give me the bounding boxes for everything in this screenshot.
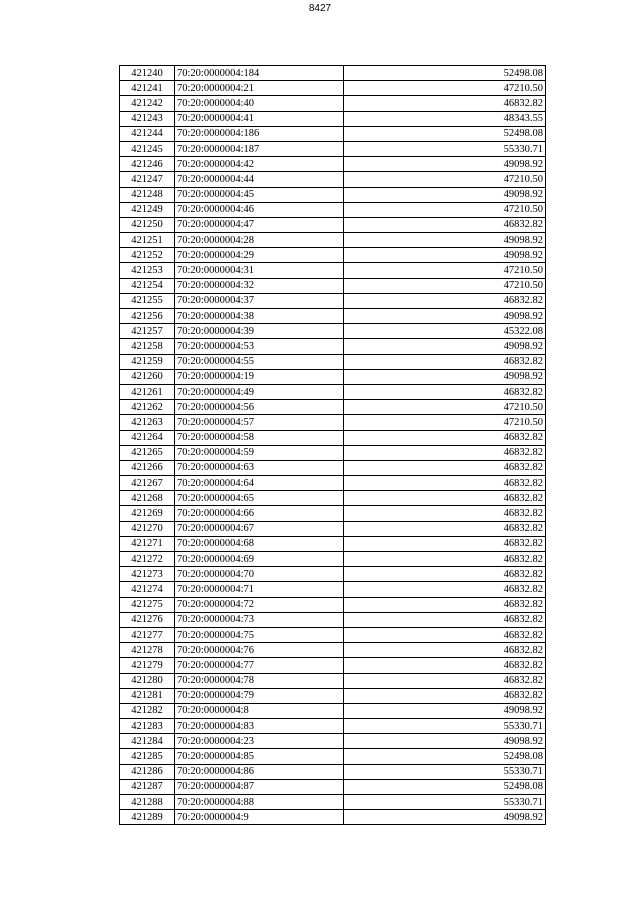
table-row [120, 445, 546, 460]
cadastral-number: 70:20:0000004:75 [175, 627, 344, 642]
row-number: 421259 [120, 354, 175, 369]
cadastral-value: 49098.92 [344, 369, 546, 384]
row-number: 421240 [120, 66, 175, 81]
cadastral-value: 49098.92 [344, 309, 546, 324]
cadastral-value: 49098.92 [344, 157, 546, 172]
cadastral-value: 46832.82 [344, 552, 546, 567]
cadastral-value: 46832.82 [344, 658, 546, 673]
cadastral-value: 46832.82 [344, 384, 546, 399]
cadastral-number: 70:20:0000004:42 [175, 157, 344, 172]
table-row [120, 111, 546, 126]
table-row [120, 339, 546, 354]
row-number: 421257 [120, 324, 175, 339]
table-row [120, 734, 546, 749]
cadastral-number: 70:20:0000004:64 [175, 476, 344, 491]
table-row [120, 476, 546, 491]
row-number: 421285 [120, 749, 175, 764]
table-row [120, 749, 546, 764]
table-row [120, 384, 546, 399]
row-number: 421255 [120, 293, 175, 308]
table-row [120, 202, 546, 217]
table-row [120, 703, 546, 718]
row-number: 421278 [120, 643, 175, 658]
cadastral-number: 70:20:0000004:70 [175, 567, 344, 582]
cadastral-number: 70:20:0000004:39 [175, 324, 344, 339]
table-row [120, 66, 546, 81]
cadastral-value: 55330.71 [344, 764, 546, 779]
row-number: 421283 [120, 719, 175, 734]
cadastral-value: 47210.50 [344, 263, 546, 278]
cadastral-number: 70:20:0000004:9 [175, 810, 344, 825]
row-number: 421246 [120, 157, 175, 172]
cadastral-value: 47210.50 [344, 172, 546, 187]
row-number: 421289 [120, 810, 175, 825]
cadastral-value: 47210.50 [344, 400, 546, 415]
cadastral-number: 70:20:0000004:47 [175, 217, 344, 232]
table-row [120, 81, 546, 96]
row-number: 421284 [120, 734, 175, 749]
cadastral-value: 46832.82 [344, 627, 546, 642]
table-row [120, 96, 546, 111]
table-row [120, 217, 546, 232]
cadastral-number: 70:20:0000004:59 [175, 445, 344, 460]
row-number: 421279 [120, 658, 175, 673]
cadastral-number: 70:20:0000004:66 [175, 506, 344, 521]
cadastral-number: 70:20:0000004:37 [175, 293, 344, 308]
table-row [120, 172, 546, 187]
cadastral-number: 70:20:0000004:8 [175, 703, 344, 718]
table-row [120, 293, 546, 308]
row-number: 421273 [120, 567, 175, 582]
row-number: 421268 [120, 491, 175, 506]
cadastral-value: 52498.08 [344, 749, 546, 764]
row-number: 421242 [120, 96, 175, 111]
cadastral-number: 70:20:0000004:78 [175, 673, 344, 688]
row-number: 421253 [120, 263, 175, 278]
cadastral-value: 52498.08 [344, 126, 546, 141]
cadastral-value: 46832.82 [344, 430, 546, 445]
cadastral-value: 46832.82 [344, 491, 546, 506]
cadastral-value: 52498.08 [344, 779, 546, 794]
table-row [120, 369, 546, 384]
row-number: 421244 [120, 126, 175, 141]
cadastral-value: 46832.82 [344, 567, 546, 582]
cadastral-value: 46832.82 [344, 354, 546, 369]
row-number: 421280 [120, 673, 175, 688]
cadastral-value: 46832.82 [344, 460, 546, 475]
table-row [120, 400, 546, 415]
cadastral-value: 55330.71 [344, 795, 546, 810]
cadastral-value: 49098.92 [344, 339, 546, 354]
row-number: 421241 [120, 81, 175, 96]
cadastral-number: 70:20:0000004:76 [175, 643, 344, 658]
row-number: 421251 [120, 233, 175, 248]
row-number: 421252 [120, 248, 175, 263]
row-number: 421245 [120, 141, 175, 156]
row-number: 421287 [120, 779, 175, 794]
cadastral-value: 55330.71 [344, 719, 546, 734]
row-number: 421276 [120, 612, 175, 627]
row-number: 421266 [120, 460, 175, 475]
row-number: 421264 [120, 430, 175, 445]
row-number: 421277 [120, 627, 175, 642]
cadastral-number: 70:20:0000004:86 [175, 764, 344, 779]
table-row [120, 126, 546, 141]
table-row [120, 795, 546, 810]
table-row [120, 491, 546, 506]
row-number: 421270 [120, 521, 175, 536]
row-number: 421256 [120, 309, 175, 324]
cadastral-number: 70:20:0000004:72 [175, 597, 344, 612]
table-row [120, 415, 546, 430]
cadastral-number: 70:20:0000004:73 [175, 612, 344, 627]
cadastral-value: 55330.71 [344, 141, 546, 156]
cadastral-value: 46832.82 [344, 476, 546, 491]
table-row [120, 688, 546, 703]
cadastral-number: 70:20:0000004:19 [175, 369, 344, 384]
row-number: 421269 [120, 506, 175, 521]
table-row [120, 627, 546, 642]
row-number: 421260 [120, 369, 175, 384]
row-number: 421274 [120, 582, 175, 597]
cadastral-value: 45322.08 [344, 324, 546, 339]
cadastral-value: 49098.92 [344, 187, 546, 202]
table-row [120, 460, 546, 475]
cadastral-number: 70:20:0000004:71 [175, 582, 344, 597]
cadastral-number: 70:20:0000004:57 [175, 415, 344, 430]
cadastral-number: 70:20:0000004:85 [175, 749, 344, 764]
cadastral-number: 70:20:0000004:88 [175, 795, 344, 810]
cadastral-number: 70:20:0000004:58 [175, 430, 344, 445]
cadastral-value: 47210.50 [344, 415, 546, 430]
table-row [120, 810, 546, 825]
table-row [120, 764, 546, 779]
table-row [120, 141, 546, 156]
cadastral-number: 70:20:0000004:28 [175, 233, 344, 248]
cadastral-number: 70:20:0000004:65 [175, 491, 344, 506]
cadastral-value: 49098.92 [344, 233, 546, 248]
row-number: 421282 [120, 703, 175, 718]
cadastral-value: 48343.55 [344, 111, 546, 126]
cadastral-number: 70:20:0000004:53 [175, 339, 344, 354]
table-row [120, 248, 546, 263]
table-row [120, 658, 546, 673]
table-row [120, 612, 546, 627]
row-number: 421262 [120, 400, 175, 415]
cadastral-value: 46832.82 [344, 643, 546, 658]
cadastral-value: 46832.82 [344, 612, 546, 627]
cadastral-value: 49098.92 [344, 703, 546, 718]
cadastral-number: 70:20:0000004:32 [175, 278, 344, 293]
cadastral-number: 70:20:0000004:186 [175, 126, 344, 141]
table-row [120, 582, 546, 597]
cadastral-number: 70:20:0000004:23 [175, 734, 344, 749]
cadastral-number: 70:20:0000004:21 [175, 81, 344, 96]
row-number: 421243 [120, 111, 175, 126]
row-number: 421263 [120, 415, 175, 430]
cadastral-number: 70:20:0000004:83 [175, 719, 344, 734]
cadastral-value: 49098.92 [344, 734, 546, 749]
cadastral-number: 70:20:0000004:69 [175, 552, 344, 567]
cadastral-value: 47210.50 [344, 202, 546, 217]
table-row [120, 673, 546, 688]
row-number: 421249 [120, 202, 175, 217]
row-number: 421248 [120, 187, 175, 202]
row-number: 421275 [120, 597, 175, 612]
cadastral-value: 46832.82 [344, 293, 546, 308]
row-number: 421261 [120, 384, 175, 399]
cadastral-number: 70:20:0000004:55 [175, 354, 344, 369]
cadastral-number: 70:20:0000004:31 [175, 263, 344, 278]
table-row [120, 552, 546, 567]
table-row [120, 157, 546, 172]
row-number: 421258 [120, 339, 175, 354]
row-number: 421288 [120, 795, 175, 810]
cadastral-table [119, 65, 546, 825]
cadastral-number: 70:20:0000004:184 [175, 66, 344, 81]
cadastral-number: 70:20:0000004:38 [175, 309, 344, 324]
cadastral-number: 70:20:0000004:45 [175, 187, 344, 202]
table-row [120, 324, 546, 339]
cadastral-value: 46832.82 [344, 445, 546, 460]
cadastral-value: 46832.82 [344, 536, 546, 551]
table-row [120, 643, 546, 658]
table-row [120, 779, 546, 794]
table-row [120, 567, 546, 582]
cadastral-number: 70:20:0000004:29 [175, 248, 344, 263]
table-row [120, 521, 546, 536]
table-row [120, 597, 546, 612]
cadastral-number: 70:20:0000004:79 [175, 688, 344, 703]
table-row [120, 278, 546, 293]
cadastral-value: 46832.82 [344, 96, 546, 111]
row-number: 421267 [120, 476, 175, 491]
table-row [120, 233, 546, 248]
cadastral-value: 47210.50 [344, 81, 546, 96]
cadastral-number: 70:20:0000004:44 [175, 172, 344, 187]
row-number: 421265 [120, 445, 175, 460]
table-row [120, 430, 546, 445]
table-body [120, 66, 546, 825]
table-row [120, 187, 546, 202]
table-row [120, 719, 546, 734]
cadastral-number: 70:20:0000004:63 [175, 460, 344, 475]
table-row [120, 309, 546, 324]
cadastral-value: 46832.82 [344, 688, 546, 703]
table-row [120, 263, 546, 278]
cadastral-number: 70:20:0000004:46 [175, 202, 344, 217]
cadastral-value: 46832.82 [344, 521, 546, 536]
row-number: 421247 [120, 172, 175, 187]
cadastral-value: 46832.82 [344, 506, 546, 521]
cadastral-number: 70:20:0000004:41 [175, 111, 344, 126]
cadastral-number: 70:20:0000004:77 [175, 658, 344, 673]
page-number: 8427 [308, 3, 332, 14]
cadastral-value: 46832.82 [344, 597, 546, 612]
cadastral-value: 49098.92 [344, 248, 546, 263]
row-number: 421254 [120, 278, 175, 293]
cadastral-number: 70:20:0000004:187 [175, 141, 344, 156]
row-number: 421271 [120, 536, 175, 551]
cadastral-value: 49098.92 [344, 810, 546, 825]
cadastral-value: 47210.50 [344, 278, 546, 293]
cadastral-value: 52498.08 [344, 66, 546, 81]
table-row [120, 536, 546, 551]
cadastral-value: 46832.82 [344, 582, 546, 597]
cadastral-number: 70:20:0000004:67 [175, 521, 344, 536]
cadastral-value: 46832.82 [344, 217, 546, 232]
cadastral-number: 70:20:0000004:40 [175, 96, 344, 111]
cadastral-number: 70:20:0000004:68 [175, 536, 344, 551]
row-number: 421250 [120, 217, 175, 232]
row-number: 421286 [120, 764, 175, 779]
cadastral-number: 70:20:0000004:56 [175, 400, 344, 415]
row-number: 421281 [120, 688, 175, 703]
table-row [120, 354, 546, 369]
cadastral-number: 70:20:0000004:87 [175, 779, 344, 794]
row-number: 421272 [120, 552, 175, 567]
cadastral-number: 70:20:0000004:49 [175, 384, 344, 399]
table-row [120, 506, 546, 521]
cadastral-value: 46832.82 [344, 673, 546, 688]
